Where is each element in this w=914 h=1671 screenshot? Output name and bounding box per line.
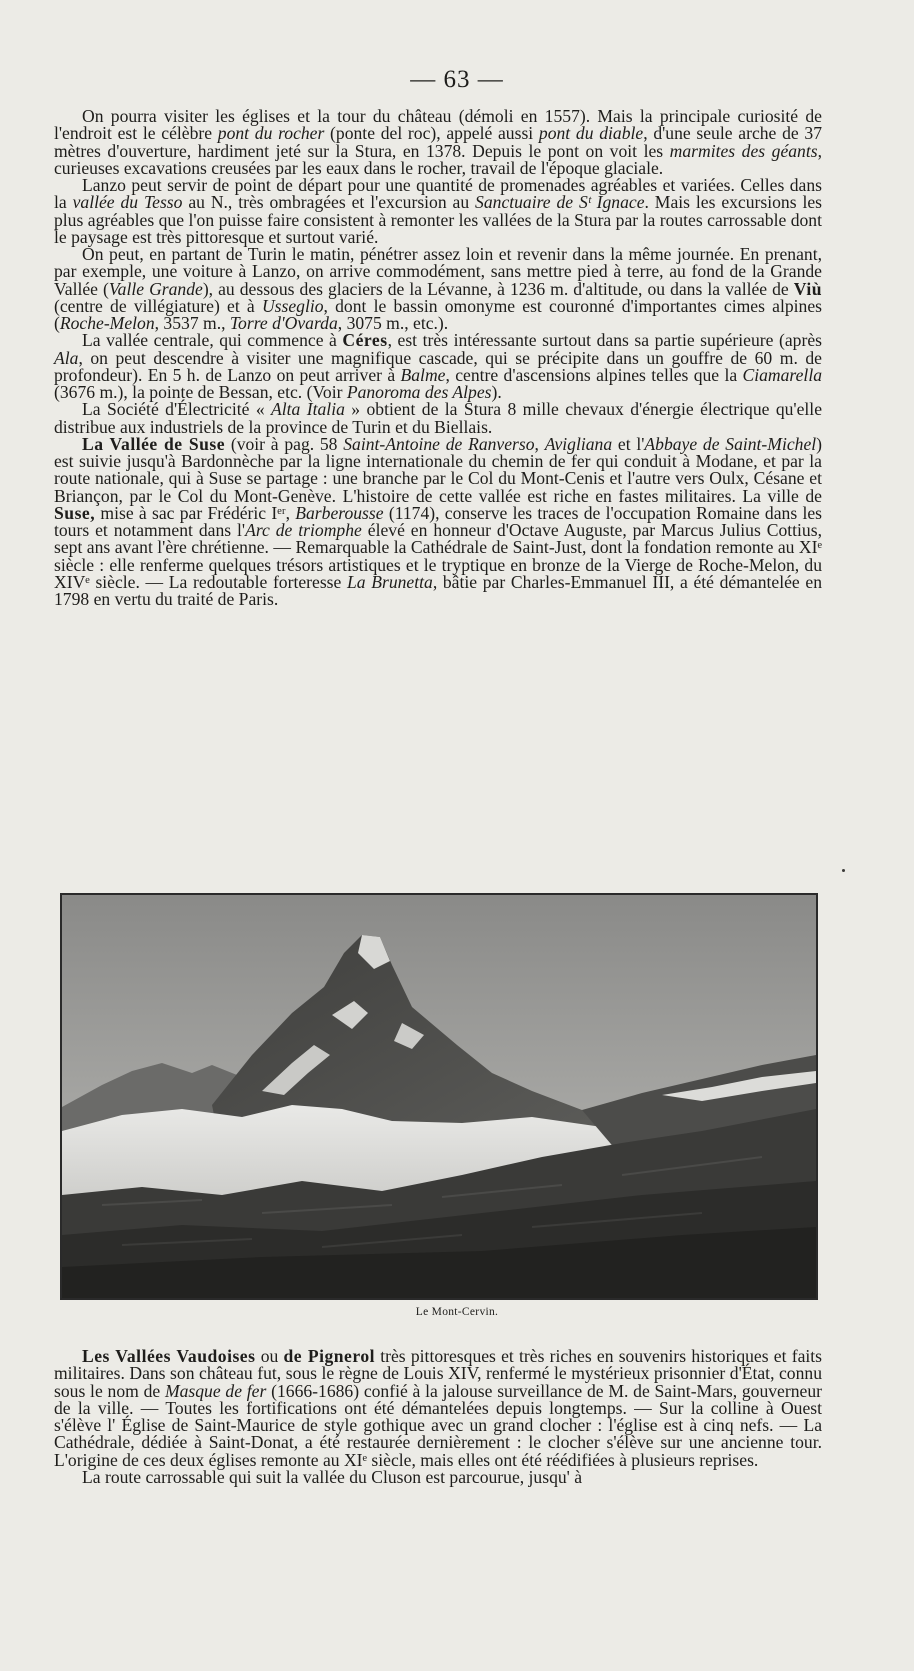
- text-run: La Société d'Électricité «: [82, 399, 272, 420]
- bold-term: Viù: [793, 278, 822, 299]
- bottom-text-block: [54, 1348, 822, 1486]
- italic-term: Barberousse: [295, 502, 384, 523]
- text-run: La vallée centrale, qui commence à: [82, 330, 343, 351]
- text-run: (1666-1686) confié à la jalouse surveillance de M. de Saint-Mars, gouverneur de la ville. — Toutes les fortifications ont été démantelées depuis longtemps. — Sur la colline à Ouest s'élève l' Église de Saint-Maurice de style gothique avec un grand clocher : l'église est à cinq nefs. — La Cathédrale, dédiée à Saint-Donat, a été restaurée dernièrement : le clocher s'élève sur une ancienne tour. L'origine de ces deux églises remonte au XIᵉ siècle, mais elles ont été réédifiées à plusieurs reprises.: [54, 1380, 822, 1470]
- bold-term: La Vallée de Suse: [82, 433, 226, 454]
- italic-term: Avigliana: [544, 433, 613, 454]
- italic-term: Usseglio: [261, 295, 324, 316]
- text-run: , d'une seule arche de 37 mètres d'ouverture, hardiment jeté sur la Stura, en 1378. Depuis le pont on voit les: [54, 123, 822, 161]
- italic-term: Ciamarella: [742, 364, 822, 385]
- top-text-block: [54, 108, 822, 608]
- italic-term: Alta Italia: [271, 399, 345, 420]
- italic-term: pont du diable: [538, 123, 644, 144]
- italic-term: Roche-Melon: [59, 313, 155, 333]
- text-run: , curieuses excavations creusées par les eaux dans le rocher, travail de l'époque glaciale.: [54, 140, 822, 178]
- paragraph: [54, 1348, 822, 1469]
- text-run: (1174), conserve les traces de l'occupation Romaine dans les tours et notamment dans l': [54, 502, 822, 540]
- italic-term: pont du rocher: [217, 123, 325, 144]
- text-run: ), au dessous des glaciers de la Lévanne, à 1236 m. d'altitude, ou dans la vallée de: [202, 278, 794, 299]
- bold-term: Céres: [342, 330, 388, 351]
- text-run: » obtient de la Stura 8 mille chevaux d'énergie électrique qu'elle distribue aux industriels de la province de Turin et du Biellais.: [54, 399, 822, 437]
- text-run: , 3075 m., etc.).: [337, 313, 449, 333]
- text-run: , on peut descendre à visiter une magnifique cascade, qui se précipite dans un gouffre de 60 m. de profondeur). En 5 h. de Lanzo on peut arriver à: [54, 347, 822, 385]
- italic-term: Abbaye de Saint-Michel: [644, 433, 817, 454]
- text-run: Lanzo peut servir de point de départ pour une quantité de promenades agréables et variées. Celles dans la: [54, 175, 822, 213]
- italic-term: Saint-Antoine de Ranverso: [343, 433, 535, 454]
- paragraph: [54, 108, 822, 177]
- text-run: (ponte del roc), appelé aussi: [324, 123, 539, 144]
- text-run: ou: [255, 1346, 284, 1366]
- italic-term: La Brunetta: [347, 571, 433, 592]
- text-run: et l': [612, 433, 645, 454]
- paragraph: [54, 433, 823, 609]
- page-number: — 63 —: [410, 66, 504, 93]
- paragraph: [54, 1466, 822, 1487]
- italic-term: Panoroma des Alpes: [346, 382, 492, 402]
- margin-mark: [842, 869, 845, 872]
- italic-term: Torre d'Ovarda: [229, 313, 338, 333]
- paragraph: [54, 332, 822, 401]
- bold-term: de Pignerol: [283, 1346, 376, 1366]
- text-run: , est très intéressante surtout dans sa partie supérieure (après: [387, 330, 822, 351]
- bold-term: Les Vallées Vaudoises: [82, 1346, 256, 1366]
- italic-term: Sanctuaire de Sᵗ Ignace: [475, 192, 645, 213]
- text-run: On pourra visiter les églises et la tour du château (démoli en 1557). Mais la principale curiosité de l'endroit est le célèbre: [54, 106, 822, 144]
- text-run: La route carrossable qui suit la vallée du Cluson est parcourue, jusqu' à: [82, 1466, 583, 1487]
- text-run: élevé en honneur d'Octave Auguste, par Marcus Julius Cottius, sept ans avant l'ère chrétienne. — Remarquable la Cathédrale de Saint-Just, dont la fondation remonte au XIᵉ siècle : elle renferme quelques trésors artistiques et le tryptique en bronze de la Vierge de Roche-Melon, du XIVᵉ siècle. — La redoutable forteresse: [54, 520, 822, 592]
- bold-term: Suse,: [54, 502, 96, 523]
- italic-term: Ala: [54, 347, 79, 368]
- italic-term: Valle Grande: [108, 278, 203, 299]
- text-run: , 3537 m.,: [154, 313, 230, 333]
- paragraph: [54, 246, 822, 332]
- text-run: ).: [491, 382, 502, 402]
- text-run: , centre d'ascensions alpines telles que la: [445, 364, 743, 385]
- italic-term: vallée du Tesso: [72, 192, 183, 213]
- text-run: très pittoresques et très riches en souvenirs historiques et faits militaires. Dans son château fut, sous le règne de Louis XIV, renfermé le mystérieux prisonnier d'État, connu sous le nom de: [54, 1346, 823, 1401]
- italic-term: Masque de fer: [164, 1380, 267, 1401]
- text-run: (voir à pag. 58: [225, 433, 344, 454]
- italic-term: marmites des géants: [669, 140, 818, 161]
- italic-term: Balme: [400, 364, 446, 385]
- text-run: (centre de villégiature) et à: [54, 295, 262, 316]
- text-run: ,: [534, 433, 545, 454]
- paragraph: [54, 401, 822, 436]
- paragraph: [54, 177, 822, 246]
- text-run: mise à sac par Frédéric Iᵉʳ,: [95, 502, 296, 523]
- text-run: , bâtie par Charles-Emmanuel III, a été démantelée en 1798 en vertu du traité de Paris.: [54, 571, 823, 609]
- text-run: au N., très ombragées et l'excursion au: [182, 192, 476, 213]
- text-run: (3676 m.), la pointe de Bessan, etc. (Voir: [54, 382, 347, 402]
- italic-term: Arc de triomphe: [245, 520, 362, 540]
- text-run: On peut, en partant de Turin le matin, pénétrer assez loin et revenir dans la même journée. En prenant, par exemple, une voiture à Lanzo, on arrive commodément, sans mettre pied à terre, au fond de la Grande Vallée (: [54, 244, 822, 299]
- text-run: ) est suivie jusqu'à Bardonnèche par la ligne internationale du chemin de fer qui conduit à Modane, et par la route nationale, qui à Suse se partage : une branche par le Col du Mont-Cenis et l'autre vers Oulx, Césane et Briançon, par le Col du Mont-Genève. L'histoire de cette vallée est riche en fastes militaires. La ville de: [54, 433, 823, 506]
- mountain-photo-icon: [62, 895, 816, 1298]
- text-run: , dont le bassin omonyme est couronné d'importantes cimes alpines (: [54, 295, 823, 333]
- text-run: . Mais les excursions les plus agréables que l'on puisse faire consistent à remonter les vallées de la Stura par la routes carrossable dont le paysage est très pittoresque et surtout varié.: [54, 192, 822, 247]
- figure-caption: Le Mont-Cervin.: [415, 1306, 499, 1318]
- mont-cervin-photo: [60, 893, 818, 1300]
